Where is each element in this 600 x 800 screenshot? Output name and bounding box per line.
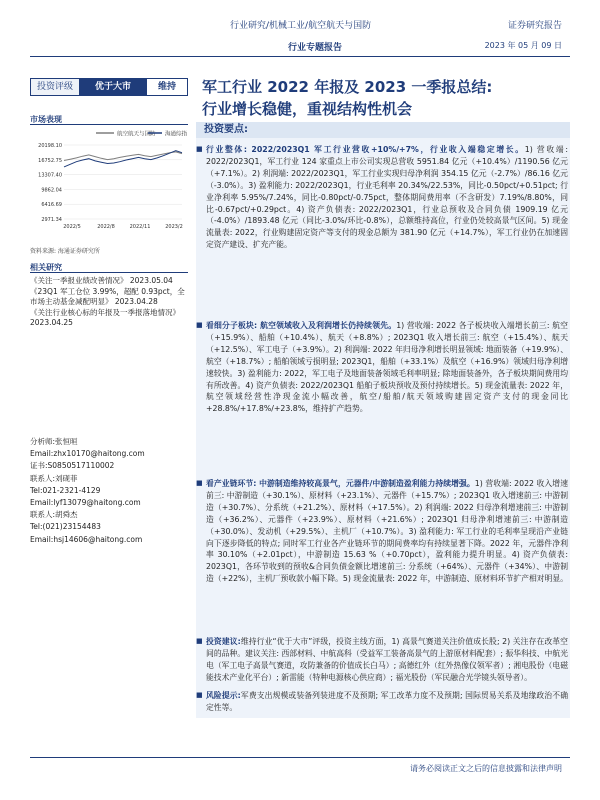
- title-line-1: 军工行业 2022 年报及 2023 一季报总结:: [202, 78, 493, 96]
- bullet-icon: ■: [196, 637, 203, 645]
- contact-email[interactable]: Email:hsj14606@haitong.com: [30, 534, 143, 544]
- key-point-lead: 行业整体: 2022/2023Q1 军工行业营收+10%/+7%，行业收入端稳定增长。: [206, 145, 525, 154]
- related-item[interactable]: 《23Q1 军工仓位 3.99%，超配 0.93pct，全市场主动基金减配明显》 2023.04.28: [30, 286, 185, 306]
- y-tick-label: 20198.10: [38, 143, 62, 149]
- chart-source: 资料来源: 海通证券研究所: [30, 248, 100, 255]
- y-tick-label: 16752.75: [38, 157, 62, 164]
- key-point-segments: [196, 320, 568, 415]
- rating-label: 投资评级: [31, 79, 79, 95]
- key-point-lead: 看产业链环节: 中游制造维持较高景气，元器件/中游制造盈利能力持续增强。: [206, 479, 475, 488]
- key-point-body: 1) 营收端: 2022/2023Q1，军工行业 124 家重点上市公司实现总营收 5951.84 亿元（+10.4%）/1190.56 亿元（+7.1%）。2) 利润端: 2022/2023Q1，军工行业实现归母净利润 354.15 亿元（-2.7%）/86.16 亿元（-3.0%）。3) 盈利能力: 2022/2023Q1，行业毛利率 20.34%/22.53%，同比-0.50pct/+0.51pct; 行业净利率 5.95%/7.24%，同比-0.80pct/-0.75pct，整体期间费用率（不含研发）7.19%/8.80%，同比-0.67pct/+0.29pct。4) 资产负债表: 2022/2023Q1，行业总预收及合同负债 1909.19 亿元（-4.0%）/1893.48 亿元（同比-3.0%/环比-0.8%），总额维持高位，行业仍处较高景气区间。5) 现金流量表: 2022，行业购建固定资产等支付的现金总额为 381.90 亿元（+14.7%），军工行业仍在加速固定资产建设、扩充产能。: [206, 145, 568, 250]
- analyst-block: [30, 436, 188, 546]
- key-point-overall: [196, 144, 568, 251]
- key-point-lead: 投资建议:: [206, 637, 241, 646]
- related-divider: [30, 272, 188, 273]
- analyst-name: 分析师:张恒晅: [30, 437, 78, 446]
- report-date: 2023 年 05 月 09 日: [484, 41, 562, 50]
- y-tick-label: 9862.04: [41, 187, 62, 194]
- y-tick-label: 13307.40: [38, 172, 62, 179]
- report-subtype: 行业专题报告: [288, 43, 343, 53]
- series-line: [64, 152, 182, 161]
- contact-name: 联系人:胡舜杰: [30, 510, 78, 520]
- report-kind: 证券研究报告: [507, 21, 562, 31]
- market-heading: 市场表现: [30, 115, 62, 124]
- key-point-investment: [196, 636, 568, 684]
- rating-box: [30, 78, 188, 96]
- x-tick-label: 2022/8: [97, 224, 115, 230]
- rating-value: 优于大市: [79, 79, 147, 95]
- bullet-icon: ■: [196, 691, 203, 699]
- key-point-body: 1) 营收端: 2022 各子板块收入端增长前三: 航空（+15.9%）、船舶（+10.4%）、航天（+8.8%）; 2023Q1 收入增长前三: 航空（+15.4%）、航天（+12.5%）、军工电子（+3.9%）。2) 利润端: 2022 年归母净利增长明显领域: 地面装备（+19.9%）、航空（+18.7%）; 船舶领域亏损明显; 2023Q1，船舶（+33.1%）及航空（+16.9%）领域归母净利增速较快。3) 盈利能力: 2022，军工电子及地面装备领域毛利率明显; 除地面装备外，各子板块期间费用均有所改善。4) 资产负债表: 2022/2023Q1 船舶子板块预收及预付持续增长。5) 现金流量表: 2022 年，航空领域经营性净现金流小幅改善，航空/船舶/航天领域购建固定资产支付的现金同比 +28.8%/+17.8%/+23.8%，维持扩产趋势。: [206, 321, 568, 414]
- rating-action: 维持: [157, 82, 176, 92]
- market-chart: [30, 124, 188, 243]
- analyst-email[interactable]: Email:zhx10170@haitong.com: [30, 449, 145, 459]
- header-industry: 行业研究/机械工业/航空航天与国防: [230, 21, 372, 31]
- key-points-heading: 投资要点:: [196, 122, 570, 138]
- key-point-lead: 风险提示:: [206, 691, 241, 700]
- page-title: [202, 76, 572, 120]
- related-item[interactable]: 《关注行业核心标的年报及一季报落地情况》 2023.04.25: [30, 307, 180, 327]
- legend-label-1: 航空航天与国防: [117, 131, 156, 138]
- contact-name: 联系人:刘砚菲: [30, 473, 78, 483]
- header-divider: [30, 56, 570, 57]
- x-tick-label: 2022/11: [129, 224, 151, 230]
- footer-disclaimer: 请务必阅读正文之后的信息披露和法律声明: [410, 764, 562, 773]
- key-point-risk: [196, 690, 568, 714]
- key-point-lead: 看细分子板块: 航空领域收入及利润增长仍持续领先。: [206, 321, 397, 330]
- series-line: [64, 151, 182, 167]
- contact-tel: Tel:(021)23154483: [30, 522, 101, 532]
- analyst-cert: 证书:S0850517110002: [30, 461, 115, 471]
- title-line-2: 行业增长稳健，重视结构性机会: [202, 100, 413, 118]
- key-point-industry-chain: [196, 478, 568, 585]
- related-item[interactable]: 《关注一季报业绩改善情况》 2023.05.04: [30, 276, 173, 285]
- market-chart-svg: [30, 125, 188, 243]
- legend-label-2: 海通综指: [165, 131, 188, 138]
- bullet-icon: ■: [196, 321, 203, 329]
- footer-divider: [30, 757, 570, 758]
- key-point-body: 军费支出规模或装备列装进度不及预期; 军工改革力度不及预期; 国际贸易关系及地缘政治不确定性等。: [206, 691, 568, 712]
- related-list: [30, 276, 188, 329]
- key-point-body: 1) 营收端: 2022 收入增速前三: 中游制造（+30.1%）、原材料（+23.1%）、元器件（+15.7%）; 2023Q1 收入增速前三: 中游制造（+30.7%）、分系统（+21.2%）、原材料（+17.5%）。2) 利润端: 2022 归母净利增速前三: 中游制造（+36.2%）、元器件（+23.9%）、原材料（+21.6%）; 2023Q1 归母净利增速前三: 中游制造（+30.0%）、发动机（+29.5%）、主机厂（+10.7%）。3) 盈利能力: 军工行业的毛利率呈现沿产业链向下逐步降低的特点; 同时军工行业各产业链环节的期间费率均有持续显著下降。2022 年，元器件净利率 30.10%（+2.01pct），中游制造 15.63 %（+0.70pct），盈利能力提升明显。4) 资产负债表: 2023Q1，各环节收到的预收&合同负债金额比增速前三: 分系统（+64%）、元器件（+34%）、中游制造（+22%），主机厂预收款小幅下降。5) 现金流量表: 2022 年，中游制造、原材料环节扩产相对明显。: [206, 479, 568, 584]
- bullet-icon: ■: [196, 145, 203, 153]
- contact-email[interactable]: Email:lyf13079@haitong.com: [30, 498, 141, 508]
- key-point-body: 维持行业“优于大市”评级，投资主线方面，1) 高景气赛道关注价值成长股; 2) 关注存在改革空间的品种。建议关注: 西部材料、中航高科（受益军工装备高景气的上游原材料配套）; 振华科技、中航光电（军工电子高景气赛道，攻防兼备的价值成长白马）; 高德红外（红外热像仪领军者）; 湘电股份（电磁能技术产业化平台）; 新雷能（特种电源核心供应商）; 福光股份（军民融合光学镜头领导者）。: [206, 637, 568, 682]
- y-tick-label: 6416.69: [41, 202, 62, 209]
- bullet-icon: ■: [196, 479, 203, 487]
- x-tick-label: 2022/5: [63, 224, 81, 230]
- x-tick-label: 2023/2: [165, 224, 183, 230]
- y-tick-label: 2971.34: [41, 217, 62, 223]
- contact-tel: Tel:021-2321-4129: [30, 485, 101, 495]
- related-heading: 相关研究: [30, 263, 62, 272]
